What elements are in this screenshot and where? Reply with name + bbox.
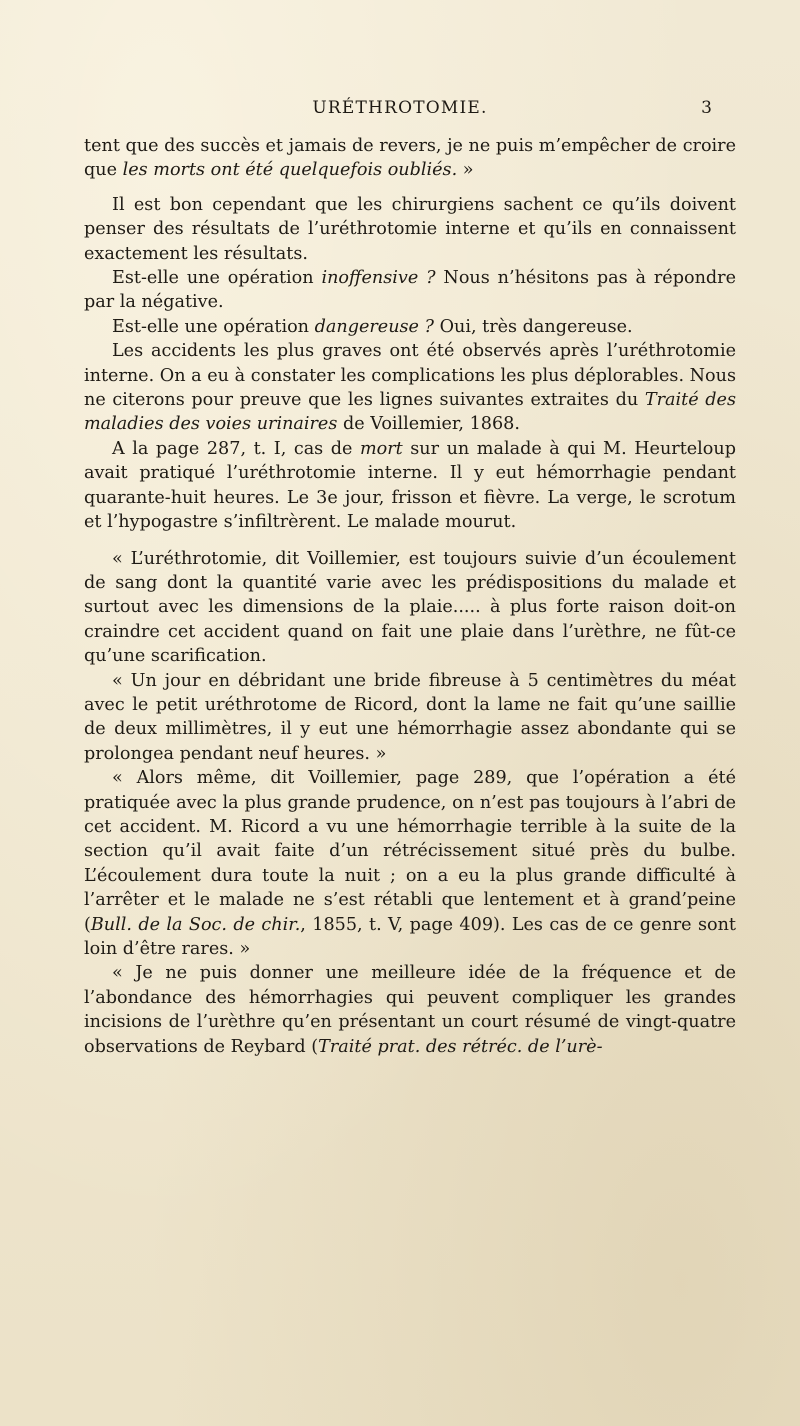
- text-segment: Il est bon cependant que les chirurgiens sachent ce qu’ils doivent penser des résultats de l’uréthrotomie interne et qu’ils en connaissent exactement les résultats.: [84, 194, 736, 264]
- text-segment: tent que des succès et jamais de revers, je ne puis m’empêcher de croire que: [84, 136, 736, 181]
- paragraph: [84, 193, 736, 266]
- text-segment: Les accidents les plus graves ont été observés après l’uréthrotomie interne. On a eu à constater les complications les plus déplorables. Nous ne citerons pour preuve que les lignes suivantes extraites du: [84, 341, 736, 411]
- text-segment: de Voillemier, 1868.: [337, 414, 520, 435]
- text-segment: « Un jour en débridant une bride fibreuse à 5 centimètres du méat avec le petit uréthrotome de Ricord, dont la lame ne fait qu’une saillie de deux millimètres, il y eut une hémorrhagie assez abondante qui se prolongea pendant neuf heures. »: [84, 670, 736, 764]
- paragraph: [84, 315, 736, 339]
- paragraph: [84, 961, 736, 1059]
- text-segment: Nous n’hésitons pas à répondre par la négative.: [84, 268, 736, 313]
- italic-segment: Traité prat. des rétréc. de l’urè-: [318, 1036, 603, 1057]
- text-segment: « Je ne puis donner une meilleure idée de la fréquence et de l’abondance des hémorrhagies qui peuvent compliquer les grandes incisions de l’urèthre qu’en présentant un court résumé de vingt-quatre observations de Reybard (: [84, 963, 736, 1057]
- body-text: [84, 134, 736, 1059]
- running-title: URÉTHROTOMIE.: [312, 98, 488, 118]
- italic-segment: inoffensive ?: [321, 268, 436, 289]
- paragraph: [84, 437, 736, 535]
- italic-segment: Traité des maladies des voies urinaires: [84, 390, 736, 435]
- paragraph: [84, 547, 736, 669]
- text-segment: »: [457, 160, 474, 181]
- paragraph: [84, 266, 736, 315]
- paragraph: [84, 339, 736, 437]
- text-segment: « L’uréthrotomie, dit Voillemier, est toujours suivie d’un écoulement de sang dont la quantité varie avec les prédispositions du malade et surtout avec les dimensions de la plaie..... à plus forte raison doit-on craindre cet accident quand on fait une plaie dans l’urèthre, ne fût-ce qu’une scarification.: [84, 548, 736, 667]
- text-segment: , 1855, t. V, page 409). Les cas de ce genre sont loin d’être rares. »: [84, 914, 736, 959]
- paragraph-continuation: [84, 134, 736, 183]
- paragraph: [84, 766, 736, 961]
- running-head: [0, 98, 800, 124]
- italic-segment: Bull. de la Soc. de chir.: [90, 914, 301, 935]
- text-segment: « Alors même, dit Voillemier, page 289, que l’opération a été pratiquée avec la plus grande prudence, on n’est pas toujours à l’abri de cet accident. M. Ricord a vu une hémorrhagie terrible à la suite de la section qu’il avait faite d’un rétrécissement situé près du bulbe. L’écoulement dura toute la nuit ; on a eu la plus grande difficulté à l’arrêter et le malade ne s’est rétabli que lentement et à grand’peine (: [84, 768, 736, 935]
- italic-segment: mort: [359, 438, 403, 459]
- italic-segment: les morts ont été quelquefois oubliés.: [122, 160, 458, 181]
- text-segment: sur un malade à qui M. Heurteloup avait pratiqué l’uréthrotomie interne. Il y eut hémorrhagie pendant quarante-huit heures. Le 3e jour, frisson et fièvre. La verge, le scrotum et l’hypogastre s’infiltrèrent. Le malade mourut.: [84, 438, 736, 533]
- text-segment: Oui, très dangereuse.: [434, 316, 633, 337]
- text-segment: A la page 287, t. I, cas de: [112, 438, 360, 459]
- paragraph: [84, 669, 736, 767]
- page-number: 3: [701, 98, 712, 118]
- italic-segment: dangereuse ?: [314, 316, 434, 337]
- text-segment: Est-elle une opération: [112, 268, 322, 289]
- text-segment: Est-elle une opération: [112, 316, 315, 337]
